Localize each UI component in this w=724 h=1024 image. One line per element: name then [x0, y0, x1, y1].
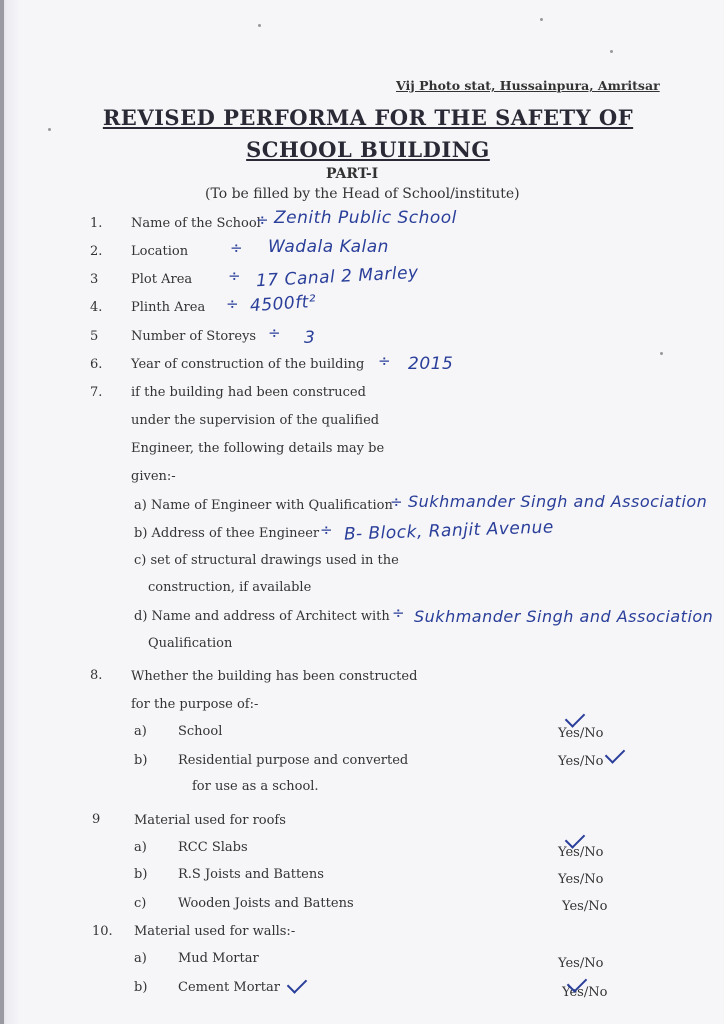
yes-no-choice: Yes/No: [558, 754, 604, 769]
option-letter: a): [134, 724, 147, 739]
yes-no-choice: Yes/No: [558, 872, 604, 887]
item-separator: ÷: [230, 239, 244, 257]
photostat-credit: Vij Photo stat, Hussainpura, Amritsar: [396, 78, 660, 93]
item-number: 3: [90, 272, 99, 287]
yes-no-choice: Yes/No: [562, 985, 608, 1000]
construction-year-answer: 2015: [408, 354, 454, 374]
engineer-address-label: b) Address of thee Engineer: [134, 526, 320, 541]
item-label: Plinth Area: [131, 300, 206, 315]
item-text-line: Whether the building has been constructed: [131, 669, 418, 684]
plinth-area-answer: 4500ft²: [249, 291, 317, 317]
yes-no-choice: Yes/No: [558, 845, 604, 860]
storeys-answer: 3: [304, 328, 316, 348]
architect-answer: Sukhmander Singh and Association: [414, 607, 714, 626]
item-label: Plot Area: [131, 272, 193, 287]
option-label: Mud Mortar: [178, 951, 259, 966]
check-mark-icon: [565, 707, 586, 728]
item-label: Number of Storeys: [131, 329, 257, 344]
yes-no-choice: Yes/No: [562, 899, 608, 914]
option-letter: b): [134, 980, 148, 995]
yes-no-choice: Yes/No: [558, 726, 604, 741]
plot-area-answer: 17 Canal 2 Marley: [255, 262, 420, 292]
option-label: R.S Joists and Battens: [178, 867, 324, 882]
item-number: 10.: [92, 924, 113, 939]
location-answer: Wadala Kalan: [268, 237, 389, 257]
item-number: 4.: [90, 300, 103, 315]
option-letter: b): [134, 753, 148, 768]
scan-speck: [540, 18, 543, 21]
school-name-answer: Zenith Public School: [274, 208, 457, 228]
item-separator: ÷: [268, 324, 282, 342]
item-number: 5: [90, 329, 99, 344]
engineer-name-answer: Sukhmander Singh and Association: [408, 492, 708, 511]
option-label-cont: for use as a school.: [192, 779, 319, 794]
item-text-line: Material used for walls:-: [134, 924, 296, 939]
item-text-line: under the supervision of the qualified: [131, 413, 380, 428]
item-number: 7.: [90, 385, 103, 400]
option-label: Wooden Joists and Battens: [178, 896, 354, 911]
item-number: 9: [92, 812, 101, 827]
option-label: School: [178, 724, 223, 739]
option-label: RCC Slabs: [178, 840, 248, 855]
form-subtitle: (To be filled by the Head of School/institute): [205, 186, 520, 202]
yes-no-choice: Yes/No: [558, 956, 604, 971]
option-letter: c): [134, 896, 147, 911]
item-separator: ÷: [226, 295, 240, 313]
drawings-label-cont: construction, if available: [148, 580, 312, 595]
item-text-line: if the building had been construced: [131, 385, 366, 400]
architect-label: d) Name and address of Architect with: [134, 609, 390, 624]
item-text-line: Material used for roofs: [134, 813, 286, 828]
scan-speck: [48, 128, 51, 131]
item-separator: ÷: [378, 352, 392, 370]
item-text-line: for the purpose of:-: [131, 697, 259, 712]
drawings-label: c) set of structural drawings used in the: [134, 553, 399, 568]
scan-speck: [258, 24, 261, 27]
item-label: Location: [131, 244, 189, 259]
page-title: REVISED PERFORMA FOR THE SAFETY OF SCHOOL BUILDING: [102, 105, 634, 162]
item-label: Name of the School: [131, 216, 261, 231]
option-letter: a): [134, 840, 147, 855]
item-number: 8.: [90, 668, 103, 683]
check-mark-icon: [287, 973, 308, 994]
option-letter: b): [134, 867, 148, 882]
scan-speck: [660, 352, 663, 355]
item-text-line: given:-: [131, 469, 176, 484]
item-separator: ÷: [390, 493, 404, 511]
item-number: 2.: [90, 244, 103, 259]
engineer-name-label: a) Name of Engineer with Qualification: [134, 498, 393, 513]
option-label: Residential purpose and converted: [178, 753, 409, 768]
item-number: 1.: [90, 216, 103, 231]
option-letter: a): [134, 951, 147, 966]
item-number: 6.: [90, 357, 103, 372]
item-separator: ÷: [392, 604, 406, 622]
item-text-line: Engineer, the following details may be: [131, 441, 385, 456]
engineer-address-answer: B- Block, Ranjit Avenue: [343, 517, 555, 545]
item-separator: ÷: [228, 267, 242, 285]
option-label: Cement Mortar: [178, 980, 280, 995]
scan-speck: [610, 50, 613, 53]
part-heading: PART-I: [326, 166, 379, 182]
architect-label-cont: Qualification: [148, 636, 233, 651]
check-mark-icon: [605, 743, 626, 764]
scan-edge: [0, 0, 4, 1024]
item-separator: ÷: [256, 211, 270, 229]
item-separator: ÷: [320, 521, 334, 539]
item-label: Year of construction of the building: [131, 357, 365, 372]
